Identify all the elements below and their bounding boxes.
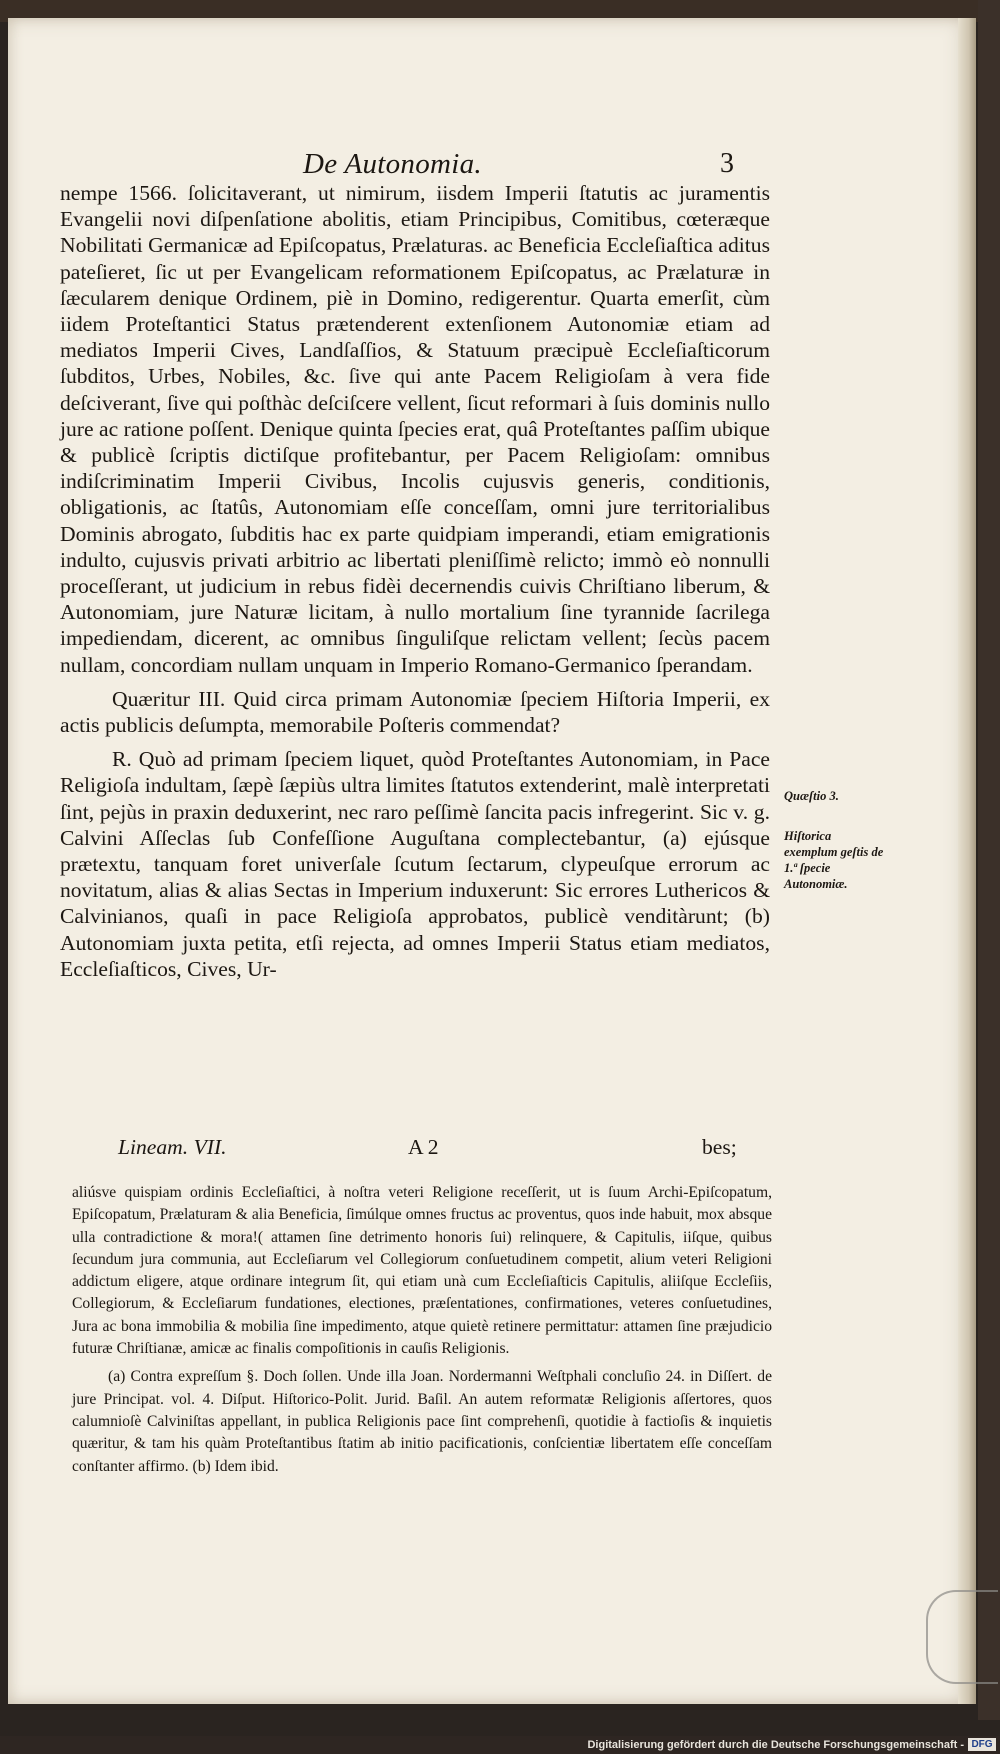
scan-border-right xyxy=(978,0,1000,1720)
footnote-continuation: aliúsve quispiam ordinis Eccleſiaſtici, à noſtra veteri Religione receſſerit, ut is ſuum Archi-Epiſcopatum, Epiſcopatum, Prælaturam & alia Beneficia, ſimúlque omnes fructus ac proventus, quos inde habuit, mox absque ulla contradictione & mora!( attamen ſine detrimento honoris ſui) relinquere, & Capitulis, iiſque, quibus ſecundum jura communia, aut Eccleſiarum vel Collegiorum conſuetudinem competit, alium veteri Religioni addictum eligere, atque ordinare integrum ſit, qui etiam unà cum Eccleſiaſticis Capitulis, aliiſque Eccleſiis, Collegiorum, & Eccleſiarum fundationes, electiones, præſentationes, confirmationes, veteres conſuetudines, Jura ac bona immobilia & mobilia ſine impedimento, atque quietè retinere permittatur: attamen ſine præjudicio futuræ Chriſtianæ, amicæ ac finalis compoſitionis in cauſis Religionis. xyxy=(72,1184,772,1358)
running-title: De Autonomia. xyxy=(303,148,482,180)
signature-mark: Lineam. VII. xyxy=(118,1135,227,1159)
margin-note-question: Quæſtio 3. xyxy=(784,789,839,803)
page-number: 3 xyxy=(720,148,734,179)
catchline xyxy=(60,1135,770,1165)
dfg-logo-badge: DFG xyxy=(968,1738,996,1751)
digitization-credit: Digitalisierung gefördert durch die Deutsche Forschungsgemeinschaft - xyxy=(587,1739,964,1751)
book-page xyxy=(8,18,976,1704)
margin-note-history: Hiſtorica exemplum geſtis de 1.ª ſpecie Autonomiæ. xyxy=(784,829,884,891)
page-clip-mark xyxy=(926,1590,998,1684)
quire-mark: A 2 xyxy=(408,1135,439,1159)
margin-notes xyxy=(784,788,884,916)
main-paragraph-response: R. Quò ad primam ſpeciem liquet, quòd Proteſtantes Autonomiam, in Pace Religioſa indultam, ſæpè ſæpiùs ultra limites ſtatutos extenderint, malè interpretati ſint, pejùs in praxin deduxerint, nec raro peſſimè ſancita pacis infregerint. Sic v. g. Calvini Aſſeclas ſub Confeſſione Auguſtana complectebantur, (a) ejúsque prætextu, tanquam foret univerſale ſcutum ſectarum, clypeuſque errorum ac novitatum, alias & alias Sectas in Imperium induxerunt: Sic errores Luthericos & Calvinianos, quaſi in pace Religioſa approbatos, publicè venditàrunt; (b) Autonomiam juxta petita, etſi rejecta, ad omnes Imperii Status etiam mediatos, Eccleſiaſticos, Cives, Ur- xyxy=(60,747,770,981)
footnotes xyxy=(72,1182,772,1478)
footnote-a-b: (a) Contra expreſſum §. Doch ſollen. Unde illa Joan. Nordermanni Weſtphali concluſio 24. in Diſſert. de jure Principat. vol. 4. Diſput. Hiſtorico-Polit. Jurid. Baſil. An autem reformatæ Religionis aſſertores, quos calumnioſè Calviniſtas appellant, in publica Religionis pace ſint comprehenſi, quotidie à factioſis & inquietis quæritur, & tam his quàm Proteſtantibus ſtatim ab initio pacificationis, conſcientiæ libertatem eſſe conceſſam conſtanter affirmo. (b) Idem ibid. xyxy=(72,1368,772,1475)
main-paragraph-question: Quæritur III. Quid circa primam Autonomiæ ſpeciem Hiſtoria Imperii, ex actis publicis deſumpta, memorabile Poſteris commendat? xyxy=(60,686,770,738)
main-text xyxy=(60,180,770,982)
page-edge-shadow xyxy=(958,18,976,1704)
catchword: bes; xyxy=(702,1135,737,1159)
main-paragraph-1: nempe 1566. ſolicitaverant, ut nimirum, iisdem Imperii ſtatutis ac juramentis Evangelii novi diſpenſatione abolitis, etiam Principibus, Comitibus, cœteræque Nobilitati Germanicæ ad Epiſcopatus, Prælaturas. ac Beneficia Eccleſiaſtica aditus pateſieret, ſic ut per Evangelicam reformationem Epiſcopatus, ac Prælaturæ in ſæcularem denique Ordinem, piè in Domino, redigerentur. Quarta emerſit, cùm iidem Proteſtantici Status prætenderent extenſionem Autonomiæ etiam ad mediatos Imperii Cives, Landſaſſios, & Statuum præcipuè Eccleſiaſticorum ſubditos, Urbes, Nobiles, &c. ſive qui ante Pacem Religioſam à vera fide deſciverant, ſive qui poſthàc deſciſcere vellent, ſicut reformari à ſuis dominis nullo jure ac ratione poſſent. Denique quinta ſpecies erat, quâ Proteſtantes paſſim ubique & publicè ſcriptis dictiſque profitebantur, per Pacem Religioſam: omnibus indiſcriminatim Imperii Civibus, Incolis cujusvis generis, conditionis, obligationis, ac ſtatûs, Autonomiam eſſe conceſſam, omni jure territorialibus Dominis abrogato, ſubditis hac ex parte quidpiam imperandi, etiam emigrationis indulto, cujusvis privati arbitrio ac libertati pleniſſimè relicto; immò eò nonnulli proceſſerant, ut judicium in rebus fidèi decernendis cuivis Chriſtiano liberum, & Autonomiam, jure Naturæ licitam, à nullo mortalium ſine tyrannide ſacrilega impediendam, dicerent, ac omnibus ſinguliſque relictam vellent; ſecùs pacem nullam, concordiam nullam unquam in Imperio Romano-Germanico ſperandam. xyxy=(60,181,770,677)
